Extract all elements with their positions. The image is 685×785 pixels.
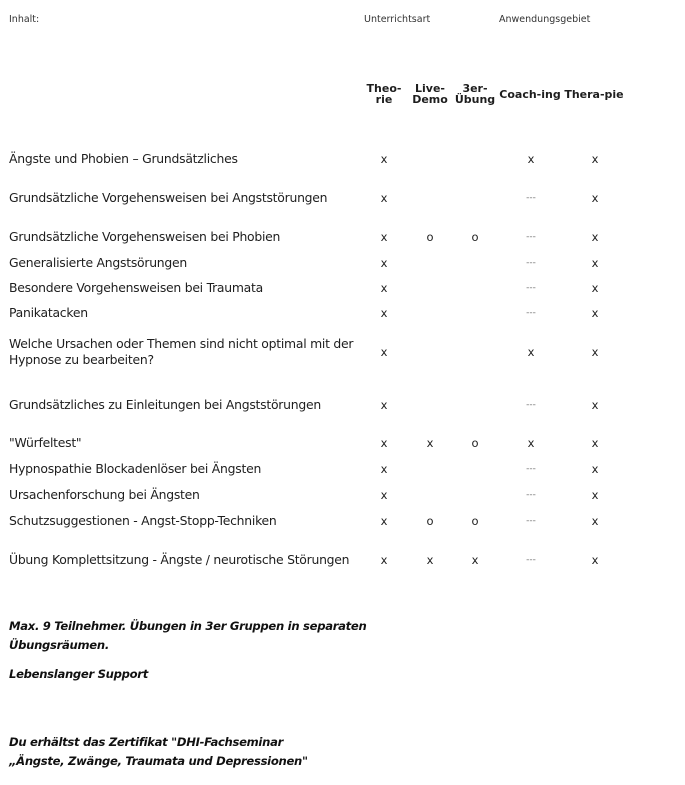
mark-cell: x <box>380 281 388 295</box>
mark-cell: x <box>591 488 599 502</box>
mark-cell: x <box>591 462 599 476</box>
mark-cell: x <box>591 230 599 244</box>
mark-cell <box>460 299 490 327</box>
mark-cell: --- <box>526 232 536 242</box>
support-note: Lebenslanger Support <box>9 667 148 681</box>
mark-cell: --- <box>526 193 536 203</box>
mark-cell <box>415 481 445 509</box>
table-row <box>0 249 685 277</box>
column-header-line: Übung <box>454 93 496 106</box>
mark-cell: x <box>426 553 434 567</box>
mark-cell <box>460 338 490 366</box>
column-header-coaching <box>497 89 563 100</box>
table-row <box>0 274 685 302</box>
mark-cell <box>415 455 445 483</box>
unterrichtsart-heading: Unterrichtsart <box>364 14 431 25</box>
topic-label: Grundsätzliche Vorgehensweisen bei Phobien <box>9 229 281 244</box>
mark-cell: x <box>527 345 535 359</box>
column-header-3er-uebung <box>453 83 497 105</box>
mark-cell: --- <box>526 490 536 500</box>
mark-cell: --- <box>526 400 536 410</box>
column-header-theorie <box>365 83 403 105</box>
mark-cell: --- <box>526 258 536 268</box>
mark-cell: o <box>426 230 434 244</box>
mark-cell: x <box>591 553 599 567</box>
mark-cell: x <box>591 514 599 528</box>
mark-cell: --- <box>526 555 536 565</box>
column-header-line: rie <box>375 93 393 106</box>
table-row <box>0 455 685 483</box>
mark-cell <box>415 274 445 302</box>
table-row <box>0 145 685 173</box>
mark-cell: x <box>380 152 388 166</box>
topic-label: Generalisierte Angstsörungen <box>9 255 187 270</box>
column-header-line: 3er- <box>462 82 488 95</box>
mark-cell: x <box>591 306 599 320</box>
mark-cell: x <box>380 488 388 502</box>
mark-cell: x <box>591 152 599 166</box>
inhalt-heading: Inhalt: <box>9 14 40 25</box>
column-header-line: Live- <box>415 82 445 95</box>
topic-label: Grundsätzliches zu Einleitungen bei Angststörungen <box>9 397 321 412</box>
mark-cell <box>415 145 445 173</box>
topic-label: Panikatacken <box>9 305 88 320</box>
topic-label: Hypnospathie Blockadenlöser bei Ängsten <box>9 461 262 476</box>
mark-cell: x <box>380 553 388 567</box>
mark-cell <box>460 391 490 419</box>
topic-label: Welche Ursachen oder Themen sind nicht optimal mit der Hypnose zu bearbeiten? <box>9 336 354 367</box>
mark-cell: x <box>527 436 535 450</box>
participants-note-line2: Übungsräumen. <box>9 638 109 652</box>
mark-cell: --- <box>526 308 536 318</box>
mark-cell: o <box>471 436 479 450</box>
mark-cell: x <box>591 436 599 450</box>
mark-cell: x <box>591 281 599 295</box>
table-row <box>0 223 685 251</box>
mark-cell: o <box>471 230 479 244</box>
column-header-therapie <box>563 89 625 100</box>
mark-cell: x <box>380 345 388 359</box>
column-header-line: Theo- <box>366 82 402 95</box>
mark-cell: x <box>380 191 388 205</box>
mark-cell <box>460 455 490 483</box>
topic-label: Schutzsuggestionen - Angst-Stopp-Techniken <box>9 513 277 528</box>
mark-cell: --- <box>526 516 536 526</box>
mark-cell: --- <box>526 283 536 293</box>
mark-cell: x <box>380 306 388 320</box>
column-header-line: Demo <box>412 93 448 106</box>
mark-cell: x <box>380 230 388 244</box>
mark-cell: x <box>426 436 434 450</box>
mark-cell <box>415 391 445 419</box>
table-row <box>0 546 685 574</box>
topic-label: Ursachenforschung bei Ängsten <box>9 487 200 502</box>
mark-cell: x <box>591 398 599 412</box>
column-header-line: Coach-ing <box>499 88 561 101</box>
table-row <box>0 184 685 212</box>
mark-cell <box>415 184 445 212</box>
topic-label: Übung Komplettsitzung - Ängste / neurotische Störungen <box>9 552 350 567</box>
mark-cell <box>415 299 445 327</box>
table-row <box>0 429 685 457</box>
anwendungsgebiet-heading: Anwendungsgebiet <box>499 14 591 25</box>
mark-cell: o <box>471 514 479 528</box>
mark-cell: x <box>380 462 388 476</box>
mark-cell <box>460 249 490 277</box>
mark-cell: x <box>380 436 388 450</box>
mark-cell <box>415 249 445 277</box>
mark-cell: o <box>426 514 434 528</box>
topic-label: Besondere Vorgehensweisen bei Traumata <box>9 280 263 295</box>
topic-label: Ängste und Phobien – Grundsätzliches <box>9 151 238 166</box>
mark-cell: x <box>591 256 599 270</box>
mark-cell: --- <box>526 464 536 474</box>
table-row <box>0 299 685 327</box>
mark-cell <box>460 184 490 212</box>
mark-cell <box>460 481 490 509</box>
table-row <box>0 507 685 535</box>
table-row <box>0 481 685 509</box>
column-header-live-demo <box>409 83 451 105</box>
mark-cell: x <box>471 553 479 567</box>
mark-cell: x <box>380 514 388 528</box>
mark-cell: x <box>380 256 388 270</box>
mark-cell: x <box>591 191 599 205</box>
topic-label: "Würfeltest" <box>9 435 82 450</box>
mark-cell <box>460 145 490 173</box>
topic-label: Grundsätzliche Vorgehensweisen bei Angststörungen <box>9 190 328 205</box>
table-row <box>0 391 685 419</box>
mark-cell <box>460 274 490 302</box>
mark-cell <box>415 338 445 366</box>
column-header-line: Thera-pie <box>564 88 624 101</box>
table-row <box>0 338 685 366</box>
certificate-note-line1: Du erhältst das Zertifikat "DHI-Fachseminar <box>9 735 284 749</box>
participants-note-line1: Max. 9 Teilnehmer. Übungen in 3er Gruppen in separaten <box>9 619 367 633</box>
mark-cell: x <box>591 345 599 359</box>
mark-cell: x <box>527 152 535 166</box>
certificate-note-line2: „Ängste, Zwänge, Traumata und Depressionen" <box>9 754 308 768</box>
mark-cell: x <box>380 398 388 412</box>
